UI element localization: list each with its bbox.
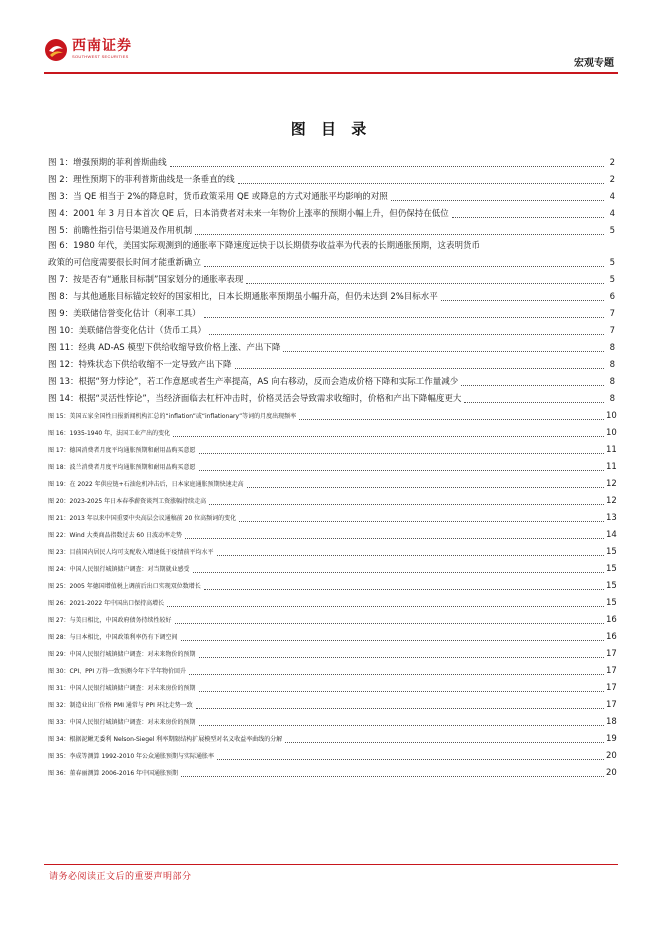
toc-entry-label[interactable]: 图 23：目前国内居民人均可支配收入增速低于疫情前平均水平 (48, 549, 214, 556)
toc-entry[interactable] (48, 320, 615, 337)
toc-leader-dots (199, 657, 604, 658)
toc-entry[interactable] (48, 371, 615, 388)
toc-leader-dots (217, 555, 604, 556)
toc-page-number[interactable]: 8 (609, 377, 615, 387)
toc-leader-dots (181, 776, 604, 777)
toc-page-number[interactable]: 15 (606, 564, 617, 574)
toc-page-number[interactable]: 12 (606, 479, 617, 489)
toc-leader-dots (173, 436, 604, 437)
toc-leader-dots (246, 283, 604, 284)
toc-entry-label[interactable]: 图 24：中国人民银行城镇储户调查：对当期就业感受 (48, 566, 190, 573)
toc-entry-label-continued[interactable]: 政策的可信度需要很长时间才能重新确立 (48, 258, 202, 268)
toc-page-number[interactable]: 4 (609, 209, 615, 219)
toc-entry-label[interactable]: 图 27：与美日相比，中国政府债务持续性较好 (48, 617, 172, 624)
toc-entry-label[interactable]: 图 7：按是否有“通胀目标制”国家划分的通胀率表现 (48, 275, 244, 285)
toc-page-number[interactable]: 11 (606, 445, 617, 455)
toc-leader-dots (170, 166, 604, 167)
toc-entry[interactable] (48, 660, 615, 677)
toc-entry[interactable] (48, 405, 615, 422)
toc-leader-dots (185, 538, 604, 539)
toc-entry-label[interactable]: 图 2：理性预期下的菲利普斯曲线是一条垂直的线 (48, 175, 235, 185)
toc-leader-dots (461, 385, 604, 386)
toc-page-number[interactable]: 17 (606, 700, 617, 710)
toc-entry[interactable] (48, 337, 615, 354)
toc-page-number[interactable]: 4 (609, 192, 615, 202)
toc-leader-dots (195, 234, 604, 235)
toc-entry[interactable] (48, 388, 615, 405)
toc-page-number[interactable]: 16 (606, 615, 617, 625)
logo-english-name: SOUTHWEST SECURITIES (72, 54, 129, 59)
toc-entry-label[interactable]: 图 36：董春丽测算 2006-2016 年中国通胀预期 (48, 770, 179, 777)
toc-entry-label[interactable]: 图 1：增强预期的菲利普斯曲线 (48, 158, 167, 168)
toc-entry-label[interactable]: 图 28：与日本相比，中国政策利率仍有下调空间 (48, 634, 178, 641)
toc-entry-label[interactable]: 图 22：Wind 大类商品指数过去 60 日波动率走势 (48, 532, 182, 539)
toc-leader-dots (193, 572, 604, 573)
toc-entry[interactable] (48, 609, 615, 626)
toc-page-number[interactable]: 12 (606, 496, 617, 506)
southwest-securities-logo-icon (44, 38, 68, 62)
toc-entry[interactable] (48, 558, 615, 575)
toc-entry[interactable] (48, 745, 615, 762)
toc-leader-dots (209, 334, 604, 335)
toc-leader-dots (238, 183, 604, 184)
footer-divider (44, 864, 618, 865)
company-logo (44, 38, 132, 62)
toc-entry[interactable] (48, 169, 615, 186)
toc-page-number[interactable]: 10 (606, 428, 617, 438)
toc-entry-label[interactable]: 图 6：1980 年代，美国实际观测到的通胀率下降速度远快于以长期债券收益率为代表的长期通胀预期，这表明货币 (48, 241, 480, 251)
toc-entry-label[interactable]: 图 19：在 2022 年供应链+石油危机冲击后，日本家庭通胀预期快速走高 (48, 481, 244, 488)
toc-leader-dots (217, 759, 604, 760)
figure-index-title: 图 目 录 (290, 120, 372, 138)
toc-page-number[interactable]: 8 (609, 343, 615, 353)
toc-leader-dots (209, 504, 604, 505)
toc-entry[interactable] (48, 694, 615, 711)
toc-page-number[interactable]: 20 (606, 751, 617, 761)
disclaimer-notice: 请务必阅读正文后的重要声明部分 (49, 872, 192, 882)
toc-entry[interactable] (48, 762, 615, 779)
toc-entry[interactable] (48, 677, 615, 694)
document-type: 宏观专题 (574, 58, 614, 69)
toc-leader-dots (283, 351, 604, 352)
toc-leader-dots (199, 470, 604, 471)
toc-entry-label[interactable]: 图 15：美国五家全国性日报新闻机构汇总的“inflation”或“inflationary”等词的月度出现频率 (48, 413, 297, 420)
toc-entry-label[interactable]: 图 11：经典 AD-AS 模型下供给收缩导致价格上涨、产出下降 (48, 343, 281, 353)
toc-leader-dots (235, 368, 604, 369)
toc-entry[interactable] (48, 507, 615, 524)
toc-entry-label[interactable]: 图 21：2013 年以来中国重要中央高层会议通稿前 20 位高频词的变化 (48, 515, 237, 522)
toc-entry-label[interactable]: 图 12：特殊状态下供给收缩不一定导致产出下降 (48, 360, 232, 370)
toc-page-number[interactable]: 15 (606, 581, 617, 591)
toc-entry-label[interactable]: 图 35：李成等测算 1992-2010 年公众通胀预期与实际通胀率 (48, 753, 215, 760)
toc-entry[interactable] (48, 422, 615, 439)
toc-page-number[interactable]: 17 (606, 649, 617, 659)
toc-entry-label[interactable]: 图 9：美联储信誉变化估计（利率工具） (48, 309, 201, 319)
toc-leader-dots (199, 453, 604, 454)
toc-leader-dots (167, 606, 604, 607)
toc-entry[interactable] (48, 626, 615, 643)
toc-page-number[interactable]: 15 (606, 547, 617, 557)
toc-leader-dots (189, 674, 604, 675)
toc-entry[interactable] (48, 473, 615, 490)
toc-entry-label[interactable]: 图 14：根据“灵活性悖论”，当经济面临去杠杆冲击时，价格灵活会导致需求收缩时，价格和产出下降幅度更大 (48, 394, 462, 404)
toc-entry-label[interactable]: 图 26：2021-2022 年中国出口保持高增长 (48, 600, 165, 607)
toc-leader-dots (464, 402, 604, 403)
toc-page-number[interactable]: 14 (606, 530, 617, 540)
toc-entry[interactable] (48, 237, 615, 252)
toc-entry[interactable] (48, 728, 615, 745)
toc-page-number[interactable]: 15 (606, 598, 617, 608)
toc-leader-dots (204, 266, 604, 267)
toc-entry-label[interactable]: 图 32：制造业出厂价格 PMI 通常与 PPI 环比走势一致 (48, 702, 193, 709)
toc-entry[interactable] (48, 203, 615, 220)
toc-entry-label[interactable]: 图 10：美联储信誉变化估计（货币工具） (48, 326, 207, 336)
toc-page-number[interactable]: 17 (606, 666, 617, 676)
toc-page-number[interactable]: 20 (606, 768, 617, 778)
toc-page-number[interactable]: 2 (609, 175, 615, 185)
toc-entry[interactable] (48, 541, 615, 558)
toc-page-number[interactable]: 8 (609, 360, 615, 370)
toc-page-number[interactable]: 5 (609, 275, 615, 285)
toc-entry-label[interactable]: 图 25：2005 年德国增值税上调前后出口实现双位数增长 (48, 583, 201, 590)
toc-leader-dots (299, 419, 604, 420)
header-divider (44, 72, 618, 74)
toc-leader-dots (452, 217, 604, 218)
toc-entry[interactable] (48, 152, 615, 169)
toc-entry-label[interactable]: 图 16：1935-1940 年，法国工业产出的变化 (48, 430, 171, 437)
toc-page-number[interactable]: 5 (609, 258, 615, 268)
toc-entry[interactable] (48, 220, 615, 237)
toc-entry-label[interactable]: 图 20：2023-2025 年日本春季薪资谈判工资涨幅持续走高 (48, 498, 207, 505)
toc-page-number[interactable]: 11 (606, 462, 617, 472)
toc-leader-dots (285, 742, 604, 743)
toc-entry-label[interactable]: 图 8：与其他通胀目标锚定较好的国家相比，日本长期通胀率预期虽小幅升高，但仍未达到 2%目标水平 (48, 292, 438, 302)
toc-entry[interactable] (48, 303, 615, 320)
toc-page-number[interactable]: 7 (609, 326, 615, 336)
toc-entry-label[interactable]: 图 13：根据“努力悖论”，若工作意愿或者生产率提高，AS 向右移动，反而会造成价格下降和实际工作量减少 (48, 377, 459, 387)
toc-leader-dots (391, 200, 604, 201)
toc-entry-label[interactable]: 图 30：CPI、PPI 万得一致预测今年下半年物价回升 (48, 668, 187, 675)
toc-entry-label[interactable]: 图 17：德国消费者月度平均通胀预期和耐用品购买意愿 (48, 447, 196, 454)
toc-entry-label[interactable]: 图 29：中国人民银行城镇储户调查：对未来物价的预期 (48, 651, 196, 658)
toc-entry-label[interactable]: 图 33：中国人民银行城镇储户调查：对未来房价的预期 (48, 719, 196, 726)
toc-leader-dots (199, 691, 604, 692)
toc-page-number[interactable]: 19 (606, 734, 617, 744)
toc-page-number[interactable]: 16 (606, 632, 617, 642)
toc-leader-dots (204, 317, 604, 318)
toc-entry[interactable] (48, 592, 615, 609)
toc-page-number[interactable]: 13 (606, 513, 617, 523)
toc-entry[interactable] (48, 575, 615, 592)
toc-entry-label[interactable]: 图 31：中国人民银行城镇储户调查：对未来房价的预期 (48, 685, 196, 692)
toc-page-number[interactable]: 8 (609, 394, 615, 404)
logo-chinese-name: 西南证券 (72, 38, 132, 54)
toc-leader-dots (239, 521, 604, 522)
toc-leader-dots (196, 708, 604, 709)
toc-leader-dots (175, 623, 604, 624)
toc-entry-label[interactable]: 图 34：根据泥鳅无委利 Nelson-Siegel 利率期限结构扩展模型对名义收益率曲线的分解 (48, 736, 283, 743)
toc-entry[interactable] (48, 524, 615, 541)
toc-entry-label[interactable]: 图 3：当 QE 相当于 2%的降息时，货币政策采用 QE 或降息的方式对通胀平均影响的对照 (48, 192, 388, 202)
toc-entry[interactable] (48, 354, 615, 371)
toc-entry[interactable] (48, 643, 615, 660)
toc-entry[interactable] (48, 186, 615, 203)
logo-text (72, 38, 132, 60)
toc-entry[interactable] (48, 286, 615, 303)
toc-entry[interactable] (48, 456, 615, 473)
page-header (0, 0, 662, 80)
toc-entry[interactable] (48, 490, 615, 507)
toc-leader-dots (204, 589, 604, 590)
toc-page-number[interactable]: 5 (609, 226, 615, 236)
toc-page-number[interactable]: 18 (606, 717, 617, 727)
toc-page-number[interactable]: 10 (606, 411, 617, 421)
toc-entry-label[interactable]: 图 18：波兰消费者月度平均通胀预期和耐用品购买意愿 (48, 464, 196, 471)
toc-entry-label[interactable]: 图 4：2001 年 3 月日本首次 QE 后，日本消费者对未来一年物价上涨率的预期小幅上升，但仍保持在低位 (48, 209, 449, 219)
toc-leader-dots (181, 640, 604, 641)
toc-page-number[interactable]: 17 (606, 683, 617, 693)
toc-page-number[interactable]: 2 (609, 158, 615, 168)
figure-index-list (48, 152, 615, 779)
toc-entry[interactable] (48, 269, 615, 286)
toc-entry[interactable] (48, 439, 615, 456)
toc-entry[interactable] (48, 711, 615, 728)
toc-entry-label[interactable]: 图 5：前瞻性指引信号渠道及作用机制 (48, 226, 193, 236)
toc-page-number[interactable]: 6 (609, 292, 615, 302)
toc-leader-dots (247, 487, 604, 488)
toc-page-number[interactable]: 7 (609, 309, 615, 319)
toc-leader-dots (199, 725, 604, 726)
toc-entry-continuation[interactable] (48, 252, 615, 269)
toc-leader-dots (441, 300, 604, 301)
